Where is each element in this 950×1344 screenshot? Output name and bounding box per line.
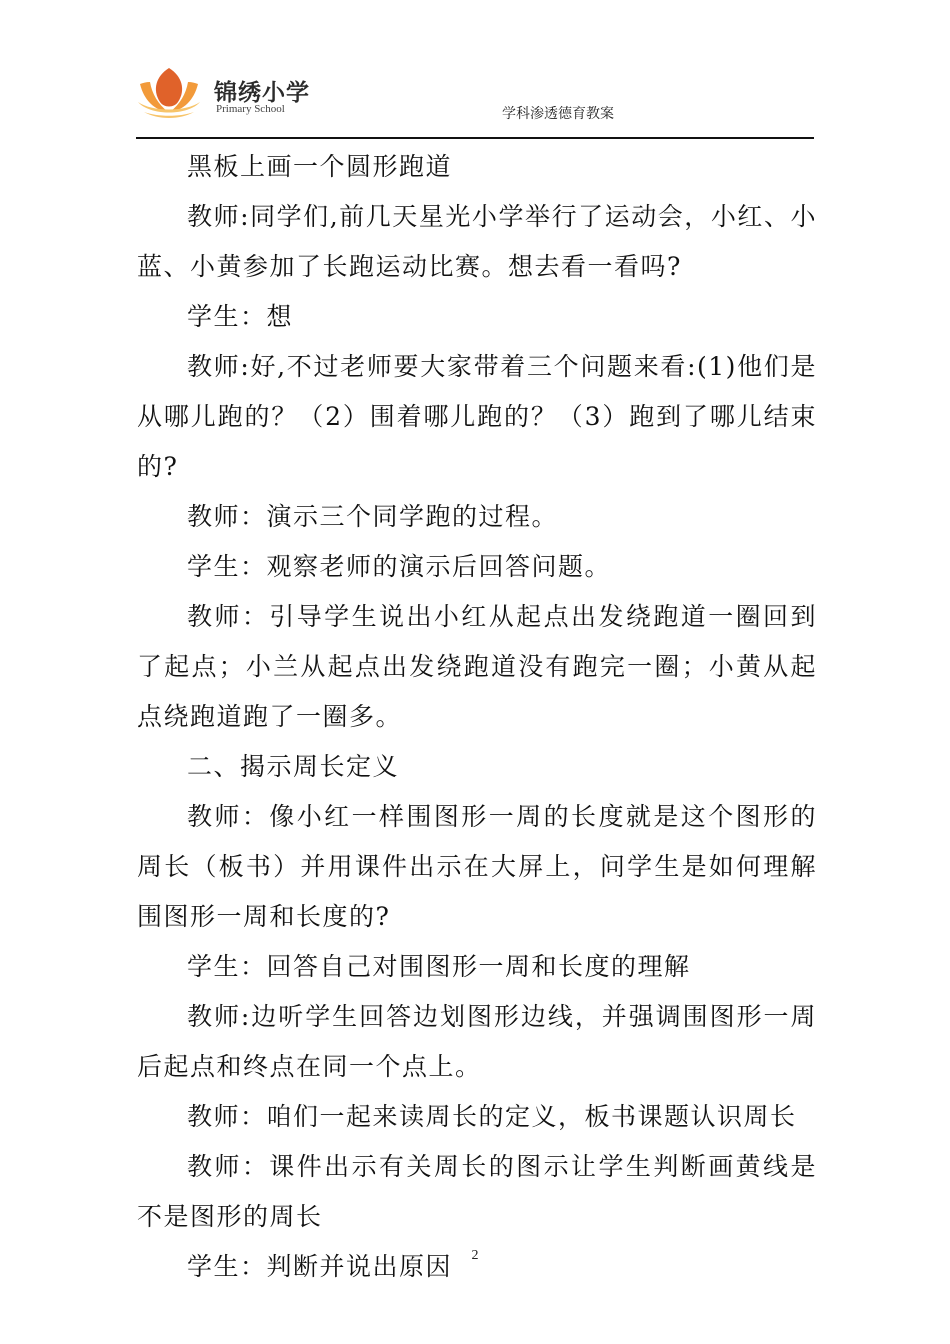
paragraph: 教师：引导学生说出小红从起点出发绕跑道一圈回到了起点；小兰从起点出发绕跑道没有跑完一圈；小黄从起点绕跑道跑了一圈多。 [137,602,817,731]
school-name: 锦绣小学 [214,80,310,106]
header-divider [136,137,814,139]
paragraph: 教师:好,不过老师要大家带着三个问题来看:(1)他们是从哪儿跑的？（2）围着哪儿跑的？（3）跑到了哪儿结束的? [137,352,817,481]
paragraph: 学生：想 [187,302,294,331]
paragraph: 教师:同学们,前几天星光小学举行了运动会，小红、小蓝、小黄参加了长跑运动比赛。想去看一看吗? [137,202,817,281]
paragraph: 学生：回答自己对围图形一周和长度的理解 [187,952,691,981]
paragraph: 教师:边听学生回答边划图形边线，并强调围图形一周后起点和终点在同一个点上。 [137,1002,817,1081]
school-logo-icon [134,62,204,122]
section-heading: 二、揭示周长定义 [187,752,400,781]
page-number: 2 [471,1248,479,1263]
paragraph: 教师：课件出示有关周长的图示让学生判断画黄线是不是图形的周长 [137,1152,817,1231]
paragraph: 教师：咱们一起来读周长的定义，板书课题认识周长 [187,1102,797,1131]
document-category: 学科渗透德育教案 [502,106,614,122]
paragraph: 学生：观察老师的演示后回答问题。 [187,552,612,581]
page-header [0,0,950,140]
paragraph: 黑板上画一个圆形跑道 [187,152,453,181]
lesson-body [137,142,817,1292]
school-subtitle: Primary School [216,103,285,115]
paragraph: 教师：演示三个同学跑的过程。 [187,502,559,531]
paragraph: 学生：判断并说出原因 [187,1252,453,1281]
paragraph: 教师：像小红一样围图形一周的长度就是这个图形的周长（板书）并用课件出示在大屏上，问学生是如何理解围图形一周和长度的? [137,802,817,931]
